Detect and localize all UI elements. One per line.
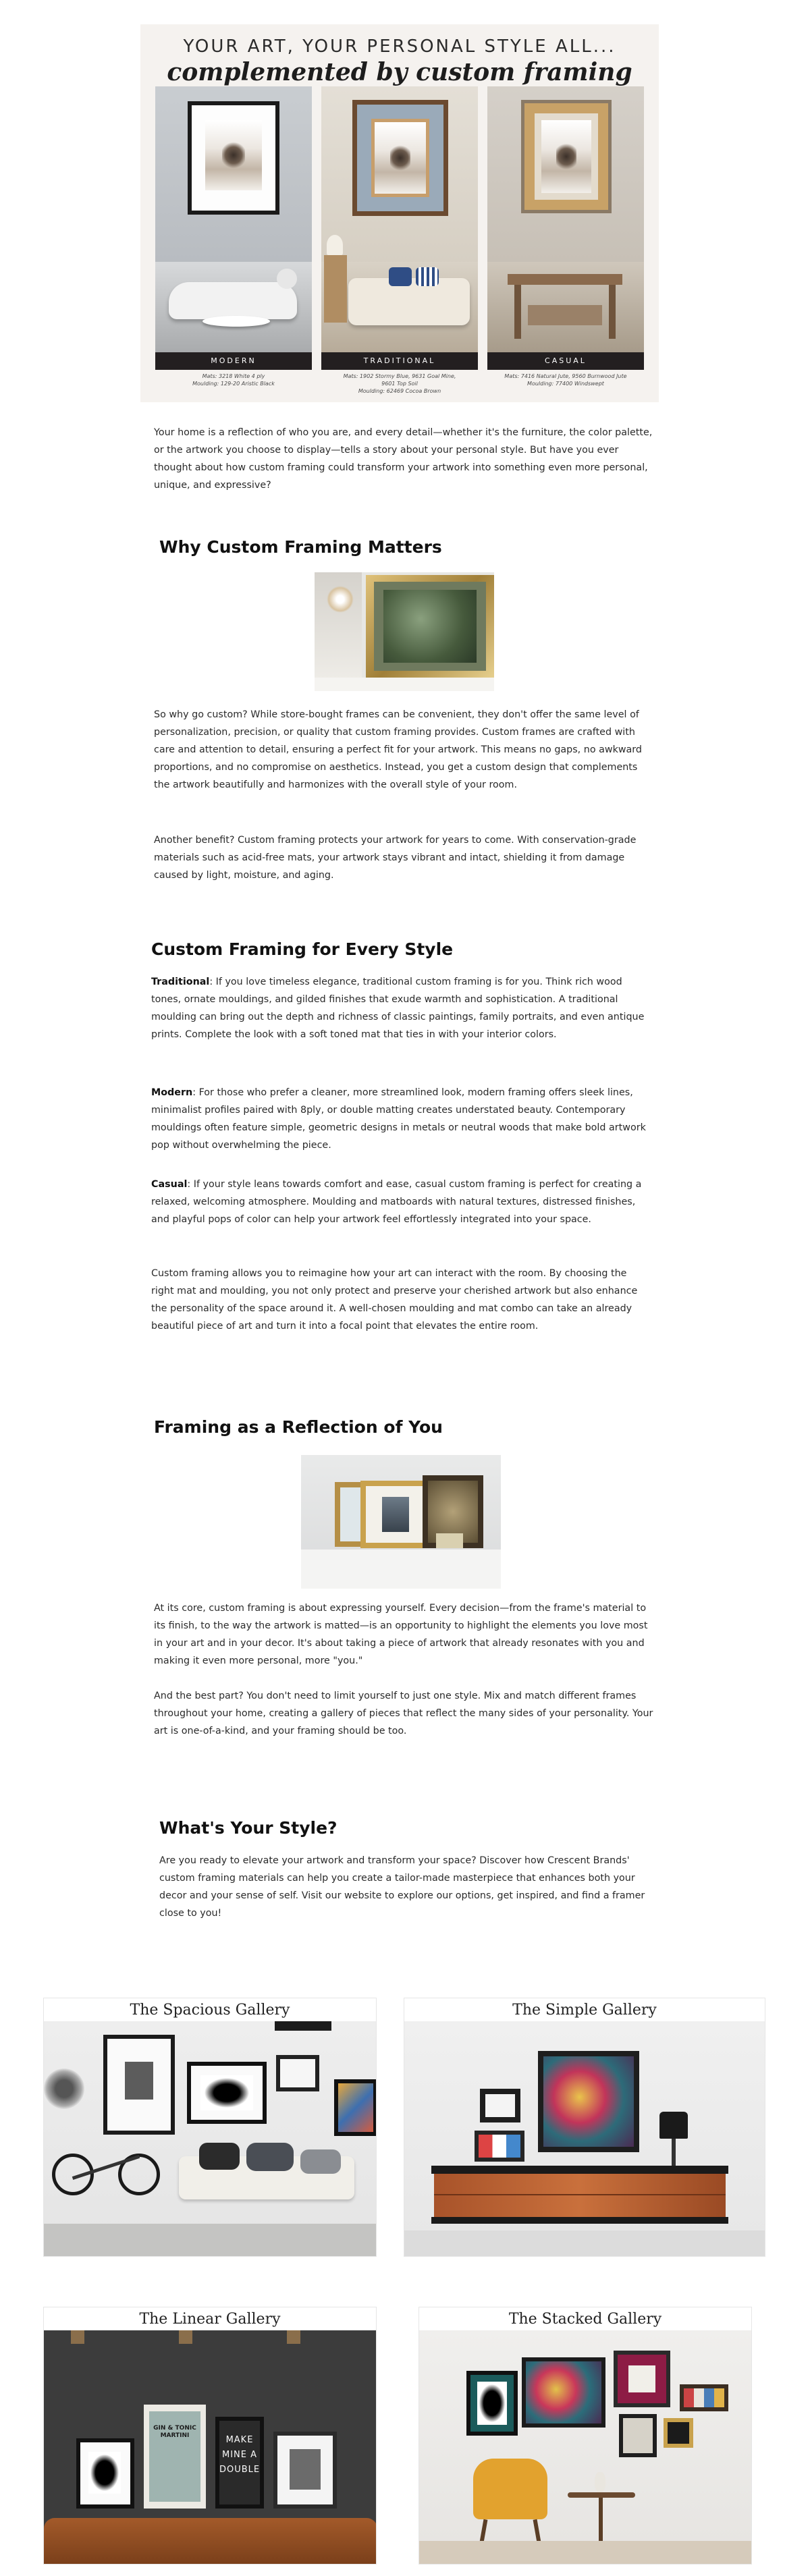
framed-art-photo (315, 572, 494, 691)
casual-furniture (487, 262, 644, 352)
traditional-furniture (321, 262, 478, 352)
hero-title: YOUR ART, YOUR PERSONAL STYLE ALL... (183, 36, 616, 57)
gallery-stacked[interactable] (418, 2307, 752, 2565)
gallery-title: The Stacked Gallery (508, 2311, 662, 2328)
gallery-title: The Linear Gallery (139, 2311, 281, 2328)
gallery-linear[interactable] (43, 2307, 377, 2565)
traditional-caption: Mats: 1902 Stormy Blue, 9631 Goal Mine, 9601 Top Soil Moulding: 62469 Cocoa Brown (343, 373, 456, 394)
section-heading-reflection: Framing as a Reflection of You (154, 1417, 443, 1437)
cta-paragraph: Are you ready to elevate your artwork and transform your space? Discover how Crescent Brands' custom framing materials can help you create a tailor-made masterpiece that enhances both your decor and your sense of self. Visit our website to explore our options, get inspired, and find a framer close to you! (159, 1855, 645, 1919)
reflection-paragraph-1: At its core, custom framing is about expressing yourself. Every decision—from the frame's material to its finish, to the way the artwork is matted—is an opportunity to highlight the elements you love most in your art and in your decor. It's about taking a piece of artwork that already resonates with you and making it even more personal, more "you." (154, 1603, 648, 1666)
gallery-spacious[interactable] (43, 1998, 377, 2257)
modern-furniture (155, 262, 312, 352)
gallery-title: The Spacious Gallery (130, 2002, 290, 2019)
section-heading-whats-your-style: What's Your Style? (159, 1818, 338, 1838)
poster-make-mine-a-double: MAKE MINE A DOUBLE (219, 2421, 260, 2504)
modern-paragraph: Modern: For those who prefer a cleaner, more streamlined look, modern framing offers sleek lines, minimalist profiles paired with 8ply, or double matting creates understated beauty. Contemporary mouldings often feature simple, geometric designs in metals or neutral woods that make bold artwork pop without overwhelming the piece. (151, 1087, 646, 1151)
section-heading-style: Custom Framing for Every Style (151, 939, 454, 959)
traditional-paragraph: Traditional: If you love timeless elegance, traditional custom framing is for you. Think rich wood tones, ornate mouldings, and gilded finishes that exude warmth and sophistication. A traditional moulding can bring out the depth and richness of classic paintings, family portraits, and even antique prints. Complete the look with a soft toned mat that ties in with your interior colors. (151, 977, 645, 1040)
gallery-linear-image (44, 2330, 376, 2564)
intro-paragraph: Your home is a reflection of who you are, and every detail—whether it's the furniture, the color palette, or the artwork you choose to display—tells a story about your personal style. But have you ever thought about how custom framing could transform your artwork into something even more personal, unique, and expressive? (154, 427, 653, 491)
modern-label: MODERN (155, 352, 312, 370)
traditional-frame (352, 100, 448, 216)
casual-label: CASUAL (487, 352, 644, 370)
modern-caption: Mats: 3218 White 4 ply Moulding: 129-20 Aristic Black (192, 373, 275, 387)
casual-frame (521, 100, 612, 213)
poster-gin-tonic: GIN & TONIC MARTINI (149, 2411, 200, 2502)
casual-panel (487, 86, 644, 387)
casual-caption: Mats: 7416 Natural Jute, 9560 Burnwood Jute Moulding: 77400 Windswept (504, 373, 627, 387)
style-paragraph-final: Custom framing allows you to reimagine how your art can interact with the room. By choosing the right mat and moulding, you not only protect and preserve your cherished artwork but also enhance the personality of the space around it. A well-chosen moulding and mat combo can take an already beautiful piece of art and turn it into a focal point that elevates the entire room. (151, 1268, 638, 1332)
gallery-simple-image (404, 2021, 765, 2256)
gallery-spacious-image (44, 2021, 376, 2256)
gallery-simple[interactable] (404, 1998, 765, 2257)
gallery-title: The Simple Gallery (512, 2002, 657, 2019)
why-paragraph-2: Another benefit? Custom framing protects your artwork for years to come. With conservation-grade materials such as acid-free mats, your artwork stays vibrant and intact, shielding it from damage caused by light, moisture, and aging. (154, 835, 637, 881)
gallery-stacked-image (419, 2330, 751, 2564)
traditional-panel (321, 86, 478, 394)
modern-frame (188, 101, 279, 215)
section-heading-why: Why Custom Framing Matters (159, 537, 442, 557)
reflection-paragraph-2: And the best part? You don't need to limit yourself to just one style. Mix and match different frames throughout your home, creating a gallery of pieces that reflect the many sides of your personality. Your art is one-of-a-kind, and your framing should be too. (154, 1691, 653, 1736)
modern-panel (155, 86, 312, 387)
casual-paragraph: Casual: If your style leans towards comfort and ease, casual custom framing is perfect for creating a relaxed, welcoming atmosphere. Moulding and matboards with natural textures, distressed finishes, and playful pops of color can help your artwork feel effortlessly integrated into your space. (151, 1179, 642, 1225)
hero-banner (140, 24, 659, 402)
gallery-mantel-photo (301, 1455, 501, 1589)
why-paragraph-1: So why go custom? While store-bought frames can be convenient, they don't offer the same level of personalization, precision, or quality that custom framing provides. Custom frames are crafted with care and attention to detail, ensuring a perfect fit for your artwork. This means no gaps, no awkward proportions, and no compromise on aesthetics. Instead, you get a custom design that complements the artwork beautifully and harmonizes with the overall style of your room. (154, 709, 643, 790)
traditional-label: TRADITIONAL (321, 352, 478, 370)
hero-subtitle: complemented by custom framing (167, 58, 632, 86)
